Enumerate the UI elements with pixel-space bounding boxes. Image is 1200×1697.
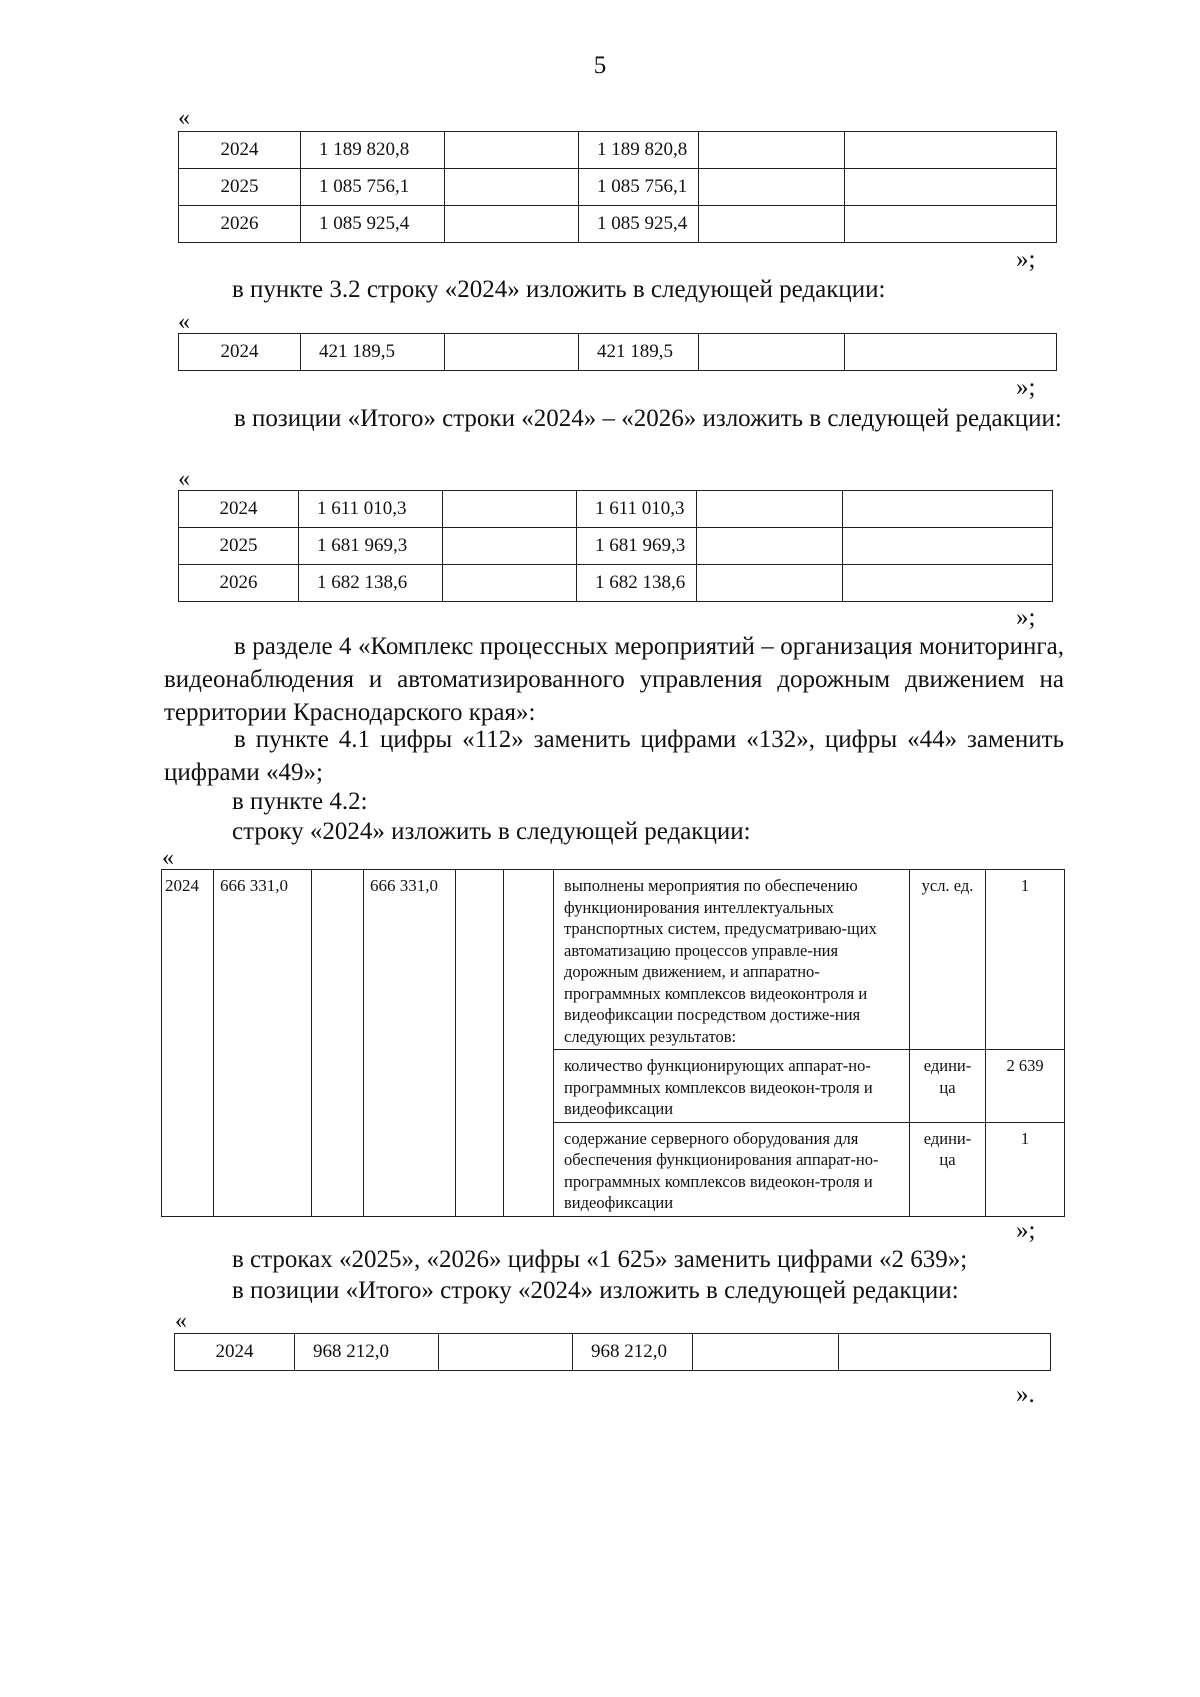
table-row <box>175 1334 1051 1371</box>
description-cell: выполнены мероприятия по обеспечению функционирования интеллектуальных транспортных систем, предусматриваю-щих автоматизацию процессов управле-ния дорожным движением, и аппаратно-программных комплексов видеоконтроля и видеофиксации посредством достиже-ния следующих результатов: <box>554 870 910 1050</box>
empty-cell <box>845 169 1057 206</box>
empty-cell <box>445 169 579 206</box>
open-quote: « <box>178 466 190 492</box>
year-cell: 2024 <box>179 132 301 169</box>
close-quote: ». <box>1016 1381 1035 1408</box>
value-cell: 1 611 010,3 <box>299 491 443 528</box>
empty-cell <box>456 870 504 1217</box>
instruction-text: в позиции «Итого» строку «2024» изложить в следующей редакции: <box>232 1277 959 1304</box>
value-cell: 1 681 969,3 <box>577 528 697 565</box>
unit-cell: едини-ца <box>910 1122 986 1216</box>
value-cell: 1 189 820,8 <box>301 132 445 169</box>
instruction-text: в пункте 3.2 строку «2024» изложить в следующей редакции: <box>232 276 886 303</box>
instruction-text: в пункте 4.2: <box>232 788 368 815</box>
empty-cell <box>699 132 845 169</box>
open-quote: « <box>178 309 190 335</box>
value-cell: 421 189,5 <box>301 334 445 371</box>
instruction-paragraph <box>164 402 1064 435</box>
value-cell: 421 189,5 <box>579 334 699 371</box>
table-5-body <box>175 1334 1051 1371</box>
target-value-cell: 1 <box>986 870 1065 1050</box>
empty-cell <box>439 1334 573 1371</box>
year-cell: 2024 <box>162 870 214 1217</box>
open-quote: « <box>162 845 174 871</box>
empty-cell <box>693 1334 839 1371</box>
instruction-text: строку «2024» изложить в следующей редакции: <box>232 818 751 845</box>
close-quote: »; <box>1016 246 1036 273</box>
open-quote: « <box>175 1308 187 1334</box>
table-row <box>179 491 1053 528</box>
table-row <box>179 169 1057 206</box>
year-cell: 2024 <box>179 334 301 371</box>
empty-cell <box>443 491 577 528</box>
value-cell: 666 331,0 <box>214 870 312 1217</box>
empty-cell <box>445 334 579 371</box>
instruction-text: в пункте 4.1 цифры «112» заменить цифрами «132», цифры «44» заменить цифрами «49»; <box>164 726 1064 786</box>
section-paragraph <box>164 630 1064 729</box>
year-cell: 2026 <box>179 565 299 602</box>
target-value-cell: 2 639 <box>986 1050 1065 1123</box>
empty-cell <box>697 491 843 528</box>
value-cell: 1 085 756,1 <box>301 169 445 206</box>
table-3-body <box>179 491 1053 602</box>
description-cell: содержание серверного оборудования для обеспечения функционирования аппарат-но-программных комплексов видеокон-троля и видеофиксации <box>554 1122 910 1216</box>
value-cell: 1 085 756,1 <box>579 169 699 206</box>
instruction-text: в позиции «Итого» строки «2024» – «2026» изложить в следующей редакции: <box>234 405 1062 432</box>
value-cell: 968 212,0 <box>295 1334 439 1371</box>
empty-cell <box>699 169 845 206</box>
year-cell: 2024 <box>175 1334 295 1371</box>
table-row <box>162 870 1065 1050</box>
table-4 <box>161 869 1065 1217</box>
empty-cell <box>504 870 554 1217</box>
instruction-paragraph <box>164 723 1064 789</box>
empty-cell <box>843 491 1053 528</box>
year-cell: 2025 <box>179 528 299 565</box>
empty-cell <box>843 565 1053 602</box>
empty-cell <box>445 132 579 169</box>
table-row <box>179 565 1053 602</box>
table-2-body <box>179 334 1057 371</box>
instruction-text: в разделе 4 «Комплекс процессных мероприятий – организация мониторинга, видеонаблюдения и автоматизированного управления дорожным движением на территории Краснодарского края»: <box>164 633 1064 726</box>
value-cell: 1 611 010,3 <box>577 491 697 528</box>
value-cell: 1 085 925,4 <box>301 206 445 243</box>
empty-cell <box>843 528 1053 565</box>
empty-cell <box>697 528 843 565</box>
page-number: 5 <box>593 52 607 79</box>
close-quote: »; <box>1016 1217 1036 1244</box>
close-quote: »; <box>1016 604 1036 631</box>
empty-cell <box>443 565 577 602</box>
value-cell: 1 085 925,4 <box>579 206 699 243</box>
table-row <box>179 334 1057 371</box>
table-row <box>179 132 1057 169</box>
year-cell: 2026 <box>179 206 301 243</box>
empty-cell <box>845 334 1057 371</box>
year-cell: 2025 <box>179 169 301 206</box>
close-quote: »; <box>1016 374 1036 401</box>
table-1-body <box>179 132 1057 243</box>
table-row <box>179 528 1053 565</box>
table-5 <box>174 1333 1051 1371</box>
unit-cell: усл. ед. <box>910 870 986 1050</box>
empty-cell <box>845 132 1057 169</box>
table-1 <box>178 131 1057 243</box>
empty-cell <box>845 206 1057 243</box>
value-cell: 666 331,0 <box>364 870 456 1217</box>
empty-cell <box>312 870 364 1217</box>
empty-cell <box>445 206 579 243</box>
empty-cell <box>699 334 845 371</box>
value-cell: 1 682 138,6 <box>577 565 697 602</box>
empty-cell <box>699 206 845 243</box>
value-cell: 968 212,0 <box>573 1334 693 1371</box>
empty-cell <box>839 1334 1051 1371</box>
instruction-text: в строках «2025», «2026» цифры «1 625» заменить цифрами «2 639»; <box>232 1246 968 1273</box>
value-cell: 1 682 138,6 <box>299 565 443 602</box>
table-2 <box>178 333 1057 371</box>
table-row <box>179 206 1057 243</box>
value-cell: 1 189 820,8 <box>579 132 699 169</box>
table-3 <box>178 490 1053 602</box>
target-value-cell: 1 <box>986 1122 1065 1216</box>
unit-cell: едини-ца <box>910 1050 986 1123</box>
open-quote: « <box>178 105 190 131</box>
description-cell: количество функционирующих аппарат-но-программных комплексов видеокон-троля и видеофиксации <box>554 1050 910 1123</box>
empty-cell <box>697 565 843 602</box>
empty-cell <box>443 528 577 565</box>
value-cell: 1 681 969,3 <box>299 528 443 565</box>
year-cell: 2024 <box>179 491 299 528</box>
